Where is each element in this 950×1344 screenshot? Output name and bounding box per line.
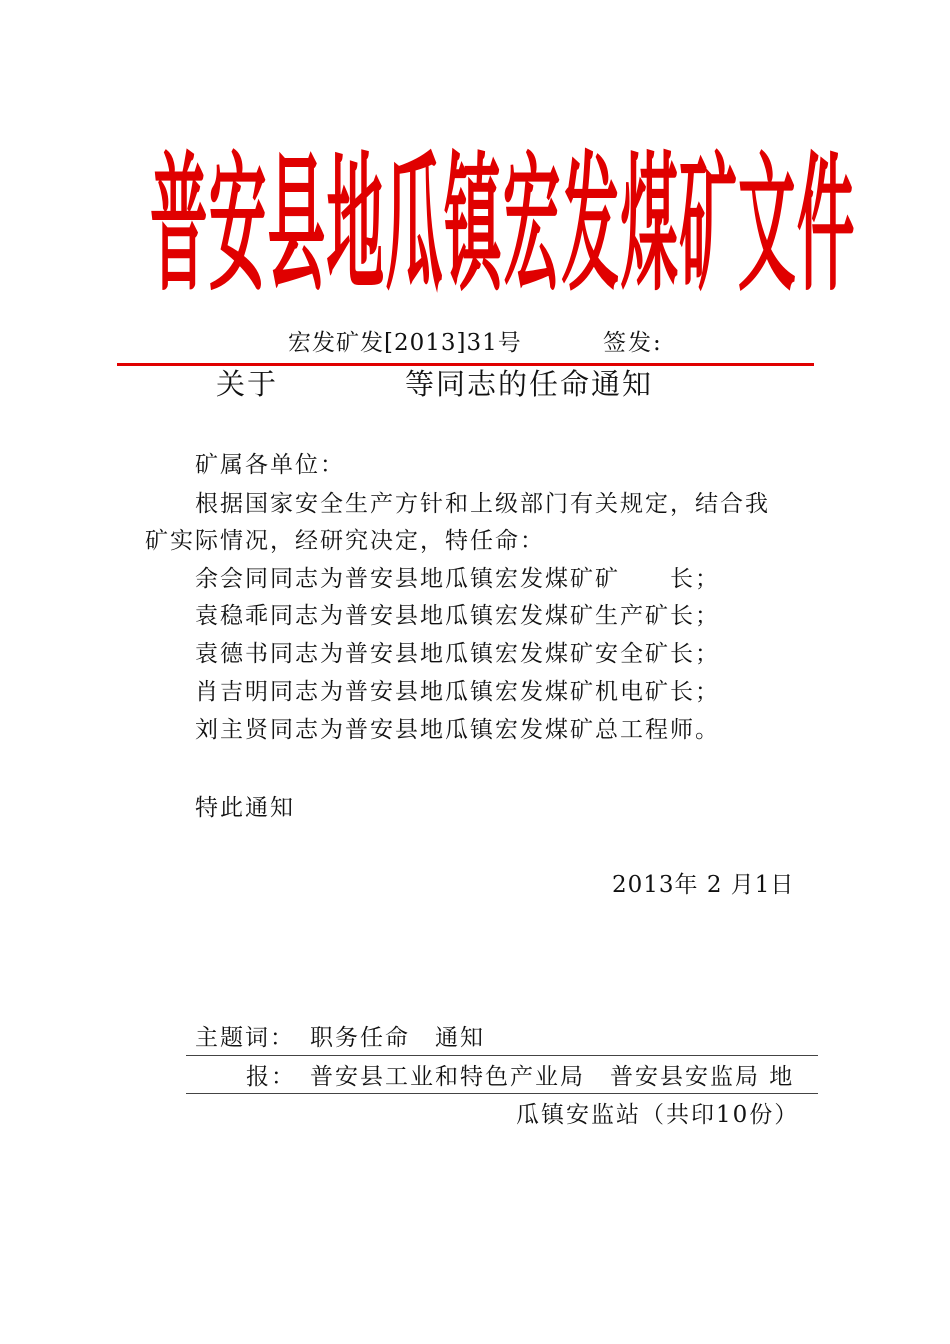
intro-line-1: 根据国家安全生产方针和上级部门有关规定，结合我 xyxy=(195,491,770,517)
appointment-line: 袁德书同志为普安县地瓜镇宏发煤矿安全矿长； xyxy=(195,641,720,667)
document-header-title: 普安县地瓜镇宏发煤矿文件 xyxy=(150,138,856,312)
report-line-2: 瓜镇安监站（共印10份） xyxy=(516,1102,800,1128)
intro-line-2: 矿实际情况，经研究决定，特任命： xyxy=(145,528,545,554)
subject-suffix: 等同志的任命通知 xyxy=(405,367,654,401)
subject-prefix: 关于 xyxy=(216,367,279,401)
document-date: 2013年 2 月1日 xyxy=(612,872,795,898)
report-line-1: 普安县工业和特色产业局 普安县安监局 地 xyxy=(310,1064,795,1090)
appointment-line: 袁稳乖同志为普安县地瓜镇宏发煤矿生产矿长； xyxy=(195,603,720,629)
appointment-line: 余会同同志为普安县地瓜镇宏发煤矿矿 长； xyxy=(195,566,720,592)
report-label: 报： xyxy=(246,1064,296,1090)
footer-rule-top xyxy=(186,1055,818,1056)
closing-text: 特此通知 xyxy=(195,795,295,821)
appointment-line: 刘主贤同志为普安县地瓜镇宏发煤矿总工程师。 xyxy=(195,717,720,743)
keywords: 职务任命 通知 xyxy=(310,1025,485,1051)
signer-label: 签发: xyxy=(603,330,663,356)
salutation: 矿属各单位： xyxy=(195,452,345,478)
footer-rule-bottom xyxy=(186,1093,818,1094)
keywords-label: 主题词： xyxy=(195,1025,295,1051)
appointment-line: 肖吉明同志为普安县地瓜镇宏发煤矿机电矿长； xyxy=(195,679,720,705)
document-number: 宏发矿发[2013]31号 xyxy=(288,330,522,356)
